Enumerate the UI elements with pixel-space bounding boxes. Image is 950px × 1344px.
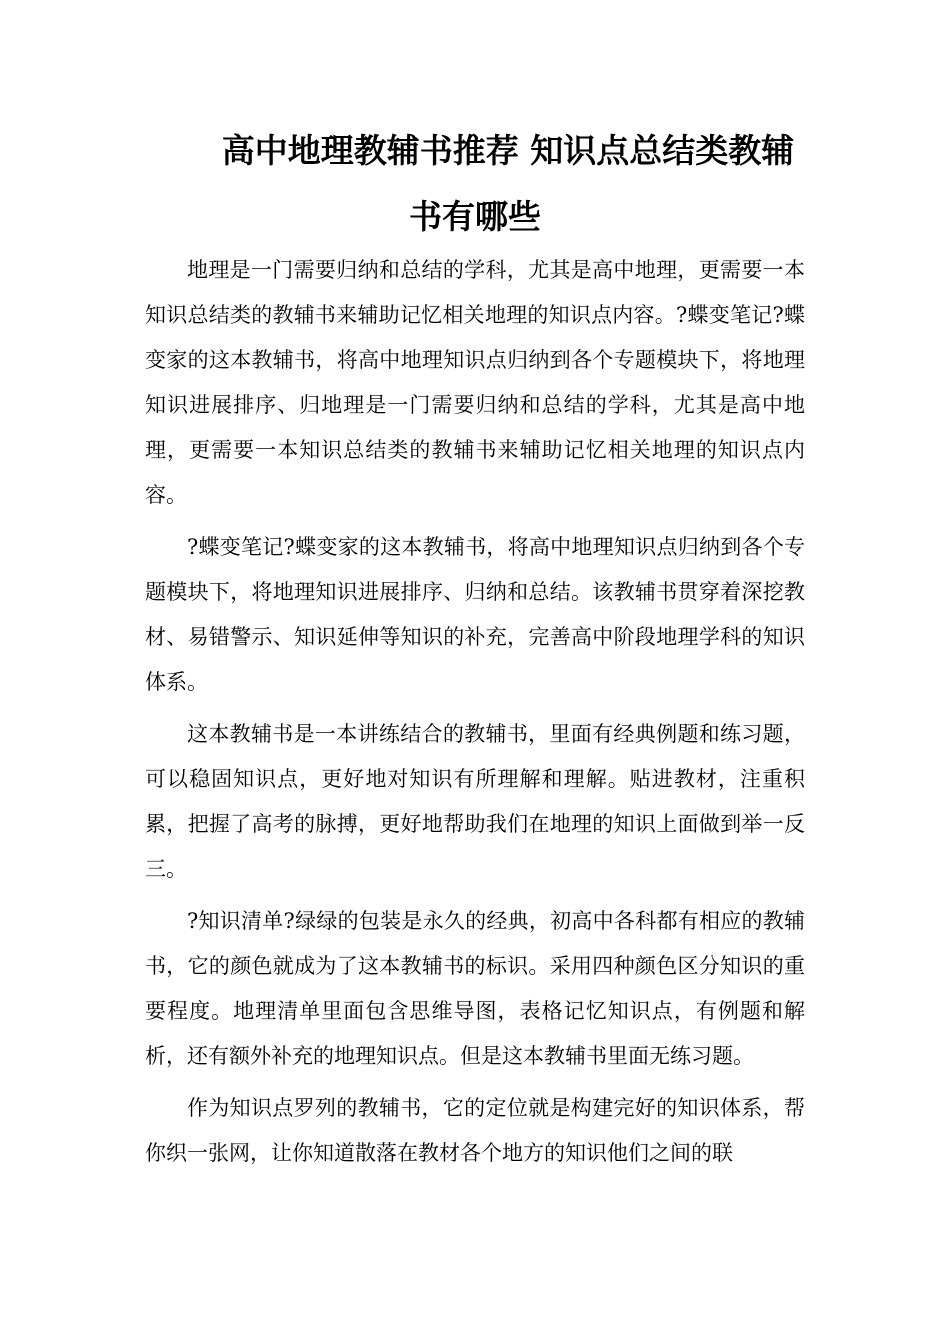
document-title: 高中地理教辅书推荐 知识点总结类教辅书有哪些	[221, 131, 795, 236]
paragraph-5: 作为知识点罗列的教辅书，它的定位就是构建完好的知识体系，帮你织一张网，让你知道散落在教材各个地方的知识他们之间的联	[145, 1096, 805, 1165]
paragraph-2: ?蝶变笔记?蝶变家的这本教辅书，将高中地理知识点归纳到各个专题模块下，将地理知识进展排序、归纳和总结。该教辅书贯穿着深挖教材、易错警示、知识延伸等知识的补充，完善高中阶段地理学科的知识体系。	[145, 535, 805, 694]
paragraph-1: 地理是一门需要归纳和总结的学科，尤其是高中地理，更需要一本知识总结类的教辅书来辅助记忆相关地理的知识点内容。?蝶变笔记?蝶变家的这本教辅书，将高中地理知识点归纳到各个专题模块下，将地理知识进展排序、归地理是一门需要归纳和总结的学科，尤其是高中地理，更需要一本知识总结类的教辅书来辅助记忆相关地理的知识点内容。	[145, 258, 805, 507]
paragraph-4: ?知识清单?绿绿的包装是永久的经典，初高中各科都有相应的教辅书，它的颜色就成为了这本教辅书的标识。采用四种颜色区分知识的重要程度。地理清单里面包含思维导图，表格记忆知识点，有例题和解析，还有额外补充的地理知识点。但是这本教辅书里面无练习题。	[145, 909, 805, 1068]
paragraph-3: 这本教辅书是一本讲练结合的教辅书，里面有经典例题和练习题，可以稳固知识点，更好地对知识有所理解和理解。贴进教材，注重积累，把握了高考的脉搏，更好地帮助我们在地理的知识上面做到举一反三。	[145, 722, 805, 881]
document-body	[145, 248, 805, 1183]
